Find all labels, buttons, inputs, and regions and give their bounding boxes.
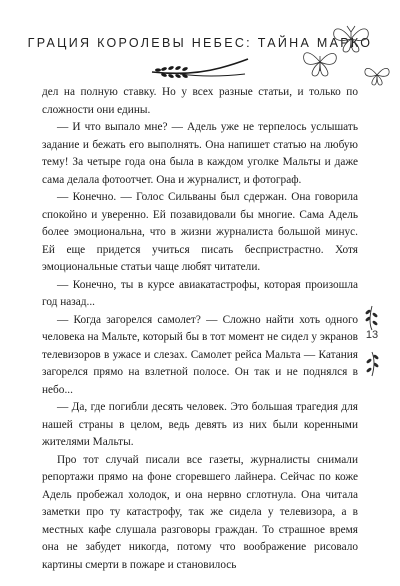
paragraph: дел на полную ставку. Но у всех разные статьи, и только по сложности они едины. <box>42 86 358 116</box>
page-number-block <box>354 304 390 378</box>
lavender-sprig-ornament <box>150 56 250 86</box>
paragraph: — И что выпало мне? — Адель уже не терпелось услышать задание и бежать его выполнять. Она напишет статью на любую тему! За четыре года она была в каждом уголке Мальты и даже сама делала фотоотчет. Она и журналист, и фотограф. <box>42 121 358 186</box>
paragraph: Про тот случай писали все газеты, журналисты снимали репортажи прямо на фоне сгоревшего лайнера. Сейчас по коже Адель пробежал холодок, и она нервно сглотнула. Она читала заметки про ту катастрофу, так же сидела у телевизора, а в местных кафе слушала разговоры граждан. То страшное время она не забудет никогда, потому что воображение рисовало картины смерти в пожаре и становилось <box>42 453 358 571</box>
page-number: 13 <box>365 329 379 341</box>
laurel-wreath-icon <box>354 304 390 378</box>
body-text <box>42 84 358 574</box>
paragraph: — Да, где погибли десять человек. Это большая трагедия для нашей страны в целом, ведь девять из них были коренными жителями Мальты. <box>42 401 358 448</box>
butterfly-icon <box>300 44 340 80</box>
paragraph: — Конечно, ты в курсе авиакатастрофы, которая произошла год назад... <box>42 278 358 308</box>
paragraph: — Конечно. — Голос Сильваны был сдержан. Она говорила спокойно и уверенно. Ей позавидовали бы многие. Сама Адель более эмоциональна, что в жизни журналиста большой минус. Ей еще придется учиться писать беспристрастно. Хотя эмоциональные статьи чаще любят читатели. <box>42 191 358 273</box>
butterfly-icon <box>362 62 392 88</box>
running-head-title: ГРАЦИЯ КОРОЛЕВЫ НЕБЕС: ТАЙНА МАРКО <box>27 36 373 50</box>
paragraph: — Когда загорелся самолет? — Сложно найти хоть одного человека на Мальте, который бы в тот момент не сидел у экранов телевизоров в ужасе и слезах. Самолет рейса Мальта — Катания загорелся прямо на взлетной полосе. Он так и не поднялся в небо... <box>42 313 358 396</box>
